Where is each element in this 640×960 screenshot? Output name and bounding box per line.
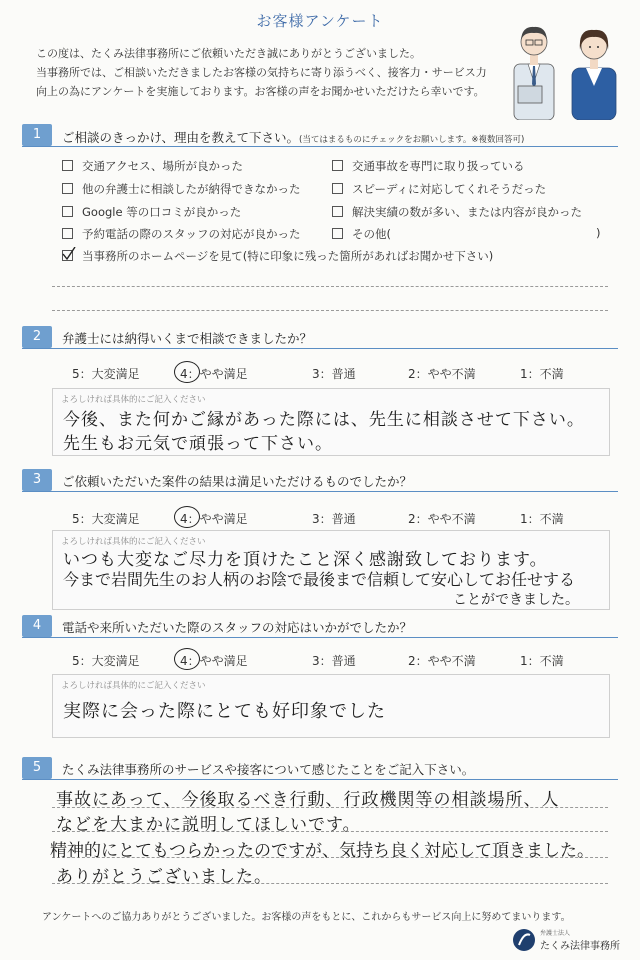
handwritten-line: ありがとうございました。 xyxy=(56,867,272,887)
checkbox[interactable] xyxy=(332,160,343,171)
rating-option-4[interactable]: 4：やや満足 xyxy=(180,367,248,381)
question-2-text: 弁護士には納得いくまで相談できましたか？ xyxy=(62,331,313,346)
rating-option-3[interactable]: 3：普通 xyxy=(312,367,356,381)
checkbox[interactable] xyxy=(332,183,343,194)
question-4-text: 電話や来所いただいた際のスタッフの対応はいかがでしたか？ xyxy=(62,620,413,635)
section-rule xyxy=(22,348,618,349)
handwritten-line: 今後、また何かご縁があった際には、先生に相談させて下さい。 xyxy=(63,410,585,430)
question-5-text: たくみ法律事務所のサービスや接客について感じたことをご記入下さい。 xyxy=(62,762,475,777)
checkmark-icon xyxy=(62,247,76,261)
intro-line: この度は、たくみ法律事務所にご依頼いただき誠にありがとうございました。 xyxy=(36,47,421,60)
section-rule xyxy=(22,779,618,780)
rating-option-4[interactable]: 4：やや満足 xyxy=(180,654,248,668)
intro-line: 向上の為にアンケートを実施しております。お客様の声をお聞かせいただけたら幸いです。 xyxy=(36,85,485,98)
staff-illustration xyxy=(500,2,628,120)
rating-option-5[interactable]: 5：大変満足 xyxy=(72,512,140,526)
comment-placeholder: よろしければ具体的にご記入ください xyxy=(61,681,206,691)
checkbox[interactable] xyxy=(332,206,343,217)
logo-name: たくみ法律事務所 xyxy=(540,941,620,952)
firm-logo-icon xyxy=(512,928,536,952)
selected-circle-mark xyxy=(174,361,200,383)
rating-option-2[interactable]: 2：やや不満 xyxy=(408,654,476,668)
question-number-badge: 1 xyxy=(22,124,52,146)
selected-circle-mark xyxy=(174,506,200,528)
question-note: (当てはまるものにチェックをお願いします。※複数回答可) xyxy=(299,135,525,145)
rating-option-3[interactable]: 3：普通 xyxy=(312,512,356,526)
rating-option-4[interactable]: 4：やや満足 xyxy=(180,512,248,526)
checkbox-option[interactable]: スピーディに対応してくれそうだった xyxy=(332,181,546,197)
rating-option-2[interactable]: 2：やや不満 xyxy=(408,512,476,526)
handwritten-line: 精神的にとてもつらかったのですが、気持ち良く対応して頂きました。 xyxy=(50,841,594,861)
handwritten-line: などを大まかに説明してほしいです。 xyxy=(56,815,361,835)
handwritten-line: 事故にあって、今後取るべき行動、行政機関等の相談場所、人 xyxy=(56,790,560,810)
section-rule xyxy=(22,146,618,147)
logo-subtitle: 弁護士法人 xyxy=(540,930,571,937)
checkbox-option[interactable]: 交通事故を専門に取り扱っている xyxy=(332,158,525,174)
rating-option-5[interactable]: 5：大変満足 xyxy=(72,367,140,381)
rating-option-1[interactable]: 1：不満 xyxy=(520,367,564,381)
question-number-badge: 3 xyxy=(22,469,52,491)
rating-option-5[interactable]: 5：大変満足 xyxy=(72,654,140,668)
checkbox[interactable] xyxy=(62,228,73,239)
rating-option-1[interactable]: 1：不満 xyxy=(520,512,564,526)
rating-option-1[interactable]: 1：不満 xyxy=(520,654,564,668)
handwritten-line: 実際に会った際にとても好印象でした xyxy=(63,701,386,722)
checkbox-option[interactable]: 他の弁護士に相談したが納得できなかった xyxy=(62,181,301,197)
comment-box[interactable] xyxy=(52,674,610,738)
checkbox[interactable] xyxy=(62,160,73,171)
checkbox-option-checked[interactable]: 当事務所のホームページを見て(特に印象に残った箇所があればお聞かせ下さい) xyxy=(62,248,493,264)
section-rule xyxy=(22,637,618,638)
handwritten-line: いつも大変なご尽力を頂けたこと深く感謝致しております。 xyxy=(63,550,548,570)
footer-thanks: アンケートへのご協力ありがとうございました。お客様の声をもとに、これからもサービス向上に努めてまいります。 xyxy=(42,912,571,923)
intro-line: 当事務所では、ご相談いただきましたお客様の気持ちに寄り添うべく、接客力・サービス力 xyxy=(36,66,487,79)
other-close-paren: ) xyxy=(596,226,601,240)
checkbox[interactable] xyxy=(62,206,73,217)
answer-line xyxy=(52,286,608,287)
handwritten-line: ことができました。 xyxy=(453,592,579,608)
checkbox-option[interactable]: 予約電話の際のスタッフの対応が良かった xyxy=(62,226,301,242)
question-number-badge: 5 xyxy=(22,757,52,779)
question-text: ご相談のきっかけ、理由を教えて下さい。 xyxy=(62,130,300,145)
checkbox-option[interactable]: 解決実績の数が多い、または内容が良かった xyxy=(332,204,582,220)
question-1 xyxy=(62,127,524,146)
comment-placeholder: よろしければ具体的にご記入ください xyxy=(61,395,206,405)
page-title: お客様アンケート xyxy=(256,12,384,30)
rating-option-3[interactable]: 3：普通 xyxy=(312,654,356,668)
checkbox[interactable] xyxy=(62,183,73,194)
checkbox-checked[interactable] xyxy=(62,250,73,261)
handwritten-line: 今まで岩間先生のお人柄のお陰で最後まで信頼して安心してお任せする xyxy=(63,570,576,589)
question-3-text: ご依頼いただいた案件の結果は満足いただけるものでしたか？ xyxy=(62,474,413,489)
comment-box[interactable] xyxy=(52,388,610,456)
rating-option-2[interactable]: 2：やや不満 xyxy=(408,367,476,381)
section-rule xyxy=(22,491,618,492)
checkbox[interactable] xyxy=(332,228,343,239)
selected-circle-mark xyxy=(174,648,200,670)
checkbox-option[interactable]: Google 等の口コミが良かった xyxy=(62,204,241,220)
question-number-badge: 2 xyxy=(22,326,52,348)
handwritten-line: 先生もお元気で頑張って下さい。 xyxy=(63,434,333,454)
question-number-badge: 4 xyxy=(22,615,52,637)
answer-line xyxy=(52,310,608,311)
comment-placeholder: よろしければ具体的にご記入ください xyxy=(61,537,206,547)
checkbox-option[interactable]: 交通アクセス、場所が良かった xyxy=(62,158,243,174)
intro-text xyxy=(36,44,487,101)
checkbox-option[interactable]: その他( xyxy=(332,226,391,242)
comment-box[interactable] xyxy=(52,530,610,610)
